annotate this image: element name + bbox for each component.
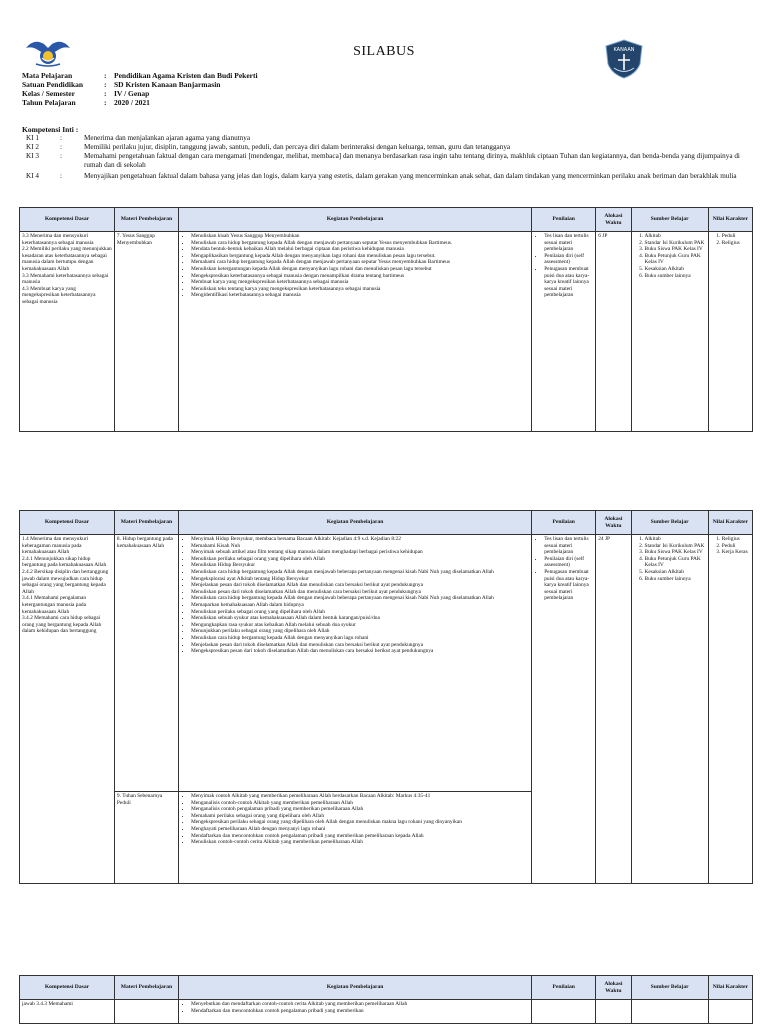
kompetensi-inti-list	[26, 134, 756, 181]
header-alokasi: Alokasi Waktu	[596, 511, 631, 535]
materi-cell	[114, 1000, 178, 1024]
meta-row: Tahun Pelajaran : 2020 / 2021	[22, 98, 150, 107]
penilaian-cell: • Tes lisan dan tertulis sesuai materi pembelajaran • Penilaian diri (self assessment) • Penugasan membuat puisi doa atau karya-karya kreatif lainnya sesuai materi pembelajaran	[532, 535, 596, 884]
header-penilaian: Penilaian	[532, 976, 596, 1000]
svg-text:KANAAN: KANAAN	[613, 47, 635, 53]
header-karakter: Nilai Karakter	[708, 976, 752, 1000]
header-kompetensi-dasar: Kompetensi Dasar	[20, 976, 115, 1000]
header-sumber: Sumber Belajar	[631, 208, 708, 232]
header-kegiatan: Kegiatan Pembelajaran	[178, 208, 531, 232]
table-row	[20, 1000, 753, 1024]
silabus-table-3	[19, 975, 753, 1024]
sumber-cell	[631, 1000, 708, 1024]
alokasi-cell: 6 JP	[596, 232, 631, 432]
table-header-row	[20, 976, 753, 1000]
ki-row: KI 2 : Memiliki perilaku jujur, disiplin, tanggung jawab, santun, peduli, dan percaya diri dalam berinteraksi dengan keluarga, teman, guru dan tetangganya	[26, 143, 511, 151]
header-materi: Materi Pembelajaran	[114, 976, 178, 1000]
kompetensi-inti-label: Kompetensi Inti :	[22, 125, 79, 134]
header-alokasi: Alokasi Waktu	[596, 976, 631, 1000]
kegiatan-cell: • Menuliskan kisah Yesus Sanggup Menyembuhkan • Menuliskan cara hidup bergantung kepada Allah dengan menjawab pertanyaan seputar Yesus menyembuhkan Bartimeus. • Mendata bentuk-bentuk kebaikan Allah melalui berbagai ciptaan dan peristiwa kehidupan manusia • Mengaplikasikan bergantung kepada Allah dengan menyanyikan lagu rohani dan menuliskan pesan lagu tersebut. • Memahami cara hidup bergantung kepada Allah dengan menjawab pertanyaan seputar Yesus menyembuhkan Bartimeus • Menuliskan ketergantungan kepada Allah dengan menyanyikan lagu rohani dan menuliskan pesan lagu tersebut • Mengekspresikan keterbatasannya sebagai manusia dengan menampilkan drama tentang bartimeus • Membuat karya yang mengekspresikan keterbatasannya sebagai manusia • Menuliskan teks tentang karya yang mengekspresikan keterbatasannya sebagai manusia • Mengidentifikasi keterbatasannya sebagai manusia	[178, 232, 531, 432]
sumber-cell: 1. Alkitab 2. Standar Isi Kurikulum PAK 3. Buku Siswa PAK Kelas IV 4. Buku Petunjuk Guru PAK Kelas IV 5. Kesaksian Alkitab 6. Buku sumber lainnya	[631, 535, 708, 884]
kd-cell: 3.3 Menerima dan mensyukuri keterbatasannya sebagai manusia 2.2 Memiliki perilaku yang menunjukkan kesadaran atas keterbatasannya sebagai manusia dalam bertumpu dengan kemahakuasaan Allah 3.3 Memahami keterbatasannya sebagai manusia 4.3 Membuat karya yang mengekspresikan keterbatasannya sebagai manusia	[20, 232, 115, 432]
karakter-cell: 1. Peduli 2. Religius	[708, 232, 752, 432]
silabus-table-1	[19, 207, 753, 432]
materi-cell: 8. Hidup bergantung pada kemahakuasaan Allah	[114, 535, 178, 792]
header-penilaian: Penilaian	[532, 511, 596, 535]
header-materi: Materi Pembelajaran	[114, 511, 178, 535]
silabus-table-2	[19, 510, 753, 884]
table-row	[20, 232, 753, 432]
ki-row: KI 4 : Menyajikan pengetahuan faktual dalam bahasa yang jelas dan logis, dalam karya yang estetis, dalam gerakan yang mencerminkan anak sehat, dan dalam tindakan yang mencerminkan perilaku anak beriman dan berakhlak mulia	[26, 172, 737, 180]
kd-cell: 1.4 Menerima dan mensyukuri keberagaman manusia pada kemahakuasaan Allah 2.4.1 Menunjukkan sikap hidup bergantung pada kemahakuasaan Allah 2.4.2 Bersikap disiplin dan bertanggung jawab dalam mewujudkan cara hidup sebagai orang yang bergantung kepada Allah 3.4.1 Memahami pengalaman ketergantungan manusia pada kemahakuasaan Allah 3.4.2 Memahami cara hidup sebagai orang yang bergantung kepada Allah dalam kehidupan dan bertanggung	[20, 535, 115, 884]
penilaian-cell: • Tes lisan dan tertulis sesuai materi pembelajaran • Penilaian diri (self assessment) • Penugasan membuat puisi doa atau karya-karya kreatif lainnya sesuai materi pembelajaran	[532, 232, 596, 432]
header-penilaian: Penilaian	[532, 208, 596, 232]
kd-cell: jawab 3.4.3 Memahami	[20, 1000, 115, 1024]
header-kegiatan: Kegiatan Pembelajaran	[178, 511, 531, 535]
header-kompetensi-dasar: Kompetensi Dasar	[20, 511, 115, 535]
header-kompetensi-dasar: Kompetensi Dasar	[20, 208, 115, 232]
materi-cell: 7. Yesus Sanggup Menyembuhkan	[114, 232, 178, 432]
header-kegiatan: Kegiatan Pembelajaran	[178, 976, 531, 1000]
penilaian-cell	[532, 1000, 596, 1024]
table-header-row	[20, 208, 753, 232]
header-karakter: Nilai Karakter	[708, 511, 752, 535]
kegiatan-cell: • Menyebutkan dan mendaftarkan contoh-contoh cerita Alkitab yang memberikan pemeliharaan Allah • Mendaftarkan dan mencontohkan contoh pengalaman pribadi yang memberikan	[178, 1000, 531, 1024]
table-row	[20, 535, 753, 792]
karakter-cell: 1. Religius 2. Peduli 3. Kerja Keras	[708, 535, 752, 884]
meta-row: Mata Pelajaran : Pendidikan Agama Kristen dan Budi Pekerti	[22, 71, 258, 80]
header-materi: Materi Pembelajaran	[114, 208, 178, 232]
karakter-cell	[708, 1000, 752, 1024]
materi-cell: 9. Tuhan Sebenarnya Peduli	[114, 792, 178, 884]
kegiatan-cell: • Menyimak contoh Alkitab yang memberikan pemeliharaan Allah berdasarkan Bacaan Alkitab: Markus 4:35-41 • Menganalisis contoh-contoh Alkitab yang memberikan pemeliharaan Allah • Menganalisis contoh pengalaman pribadi yang memberikan pemeliharaan Allah • Memahami perilaku sebagai orang yang dipelihara oleh Allah • Mengekspresikan perilaku sebagai orang yang dipelihara oleh Allah dengan menuliskan makna lagu rohani yang dinyanyikan • Menghayati pemeliharaan Allah dengan menyanyi lagu rohani • Mendaftarkan dan mencontohkan contoh pengalaman pribadi yang memberikan pemeliharaan kepada Allah • Menuliskan contoh-contoh cerita Alkitab yang memberikan pemeliharaan Allah	[178, 792, 531, 884]
alokasi-cell	[596, 1000, 631, 1024]
meta-row: Kelas / Semester : IV / Genap	[22, 89, 150, 98]
identity-block	[22, 71, 258, 107]
ki-row: KI 3 : Memahami pengetahuan faktual dengan cara mengamati [mendengar, melihat, membaca] dan menanya berdasarkan rasa ingin tahu tentang dirinya, makhluk ciptaan Tuhan dan kegiatannya, dan benda-benda yang dijumpainya di rumah dan di sekolah	[26, 152, 740, 169]
sumber-cell: 1. Alkitab 2. Standar Isi Kurikulum PAK 3. Buku Siswa PAK Kelas IV 4. Buku Petunjuk Guru PAK Kelas IV 5. Kesaksian Alkitab 6. Buku sumber lainnya	[631, 232, 708, 432]
header-karakter: Nilai Karakter	[708, 208, 752, 232]
table-header-row	[20, 511, 753, 535]
header-sumber: Sumber Belajar	[631, 511, 708, 535]
alokasi-cell: 24 JP	[596, 535, 631, 884]
document-title: SILABUS	[353, 44, 415, 59]
ki-row: KI 1 : Menerima dan menjalankan ajaran agama yang dianutnya	[26, 134, 251, 142]
header-alokasi: Alokasi Waktu	[596, 208, 631, 232]
header-sumber: Sumber Belajar	[631, 976, 708, 1000]
meta-row: Satuan Pendidikan : SD Kristen Kanaan Banjarmasin	[22, 80, 221, 89]
kegiatan-cell: • Menyimak Hidup Bersyukur, membaca bersama Bacaan Alkitab: Kejadian 4:9 s.d. Kejadian 8:22 • Memahami Kisah Nuh • Menyimak sebuah artikel atau film tentang sikap manusia dalam menghadapi berbagai peristiwa kehidupan • Menuliskan perilaku sebagai orang yang dipelihara oleh Allah • Menuliskan Hidup Bersyukur • Menuliskan cara hidup bergantung kepada Allah dengan menjawab beberapa pertanyaan mengenai kisah Nabi Nuh yang diselamatkan Allah • Mengeksplorasi ayat Alkitab tentang Hidup Bersyukur • Menjelaskan pesan dari tokoh diselamatkan Allah dan menuliskan cara bersaksi berikut ayat pendukungnya • Menuliskan pesan dari tokoh diselamatkan Allah dan menuliskan cara bersaksi berikut ayat pendukungnya • Menuliskan cara hidup bergantung kepada Allah dengan menjawab beberapa pertanyaan mengenai kisah Nabi Nuh yang diselamatkan Allah • Memaparkan kemahakuasaan Allah dalam hidupnya • Menuliskan perilaku sebagai orang yang dipelihara oleh Allah • Menuliskan sebuah syukur atas kemahakuasaan Allah dalam bentuk karangan/puisi/doa • Mengungkapkan rasa syukur atas kebaikan Allah melalui sebuah doa syukur • Menunjukkan perilaku sebagai orang yang dipelihara oleh Allah • Menuliskan cara hidup bergantung kepada Allah dengan menyanyikan lagu rohani • Menjelaskan pesan dari tokoh diselamatkan Allah dan menuliskan cara bersaksi berikut ayat pendukungnya • Mengekspresikan pesan dari tokoh diselamatkan Allah dan menuliskan cara bersaksi berikut ayat pendukungnya	[178, 535, 531, 792]
